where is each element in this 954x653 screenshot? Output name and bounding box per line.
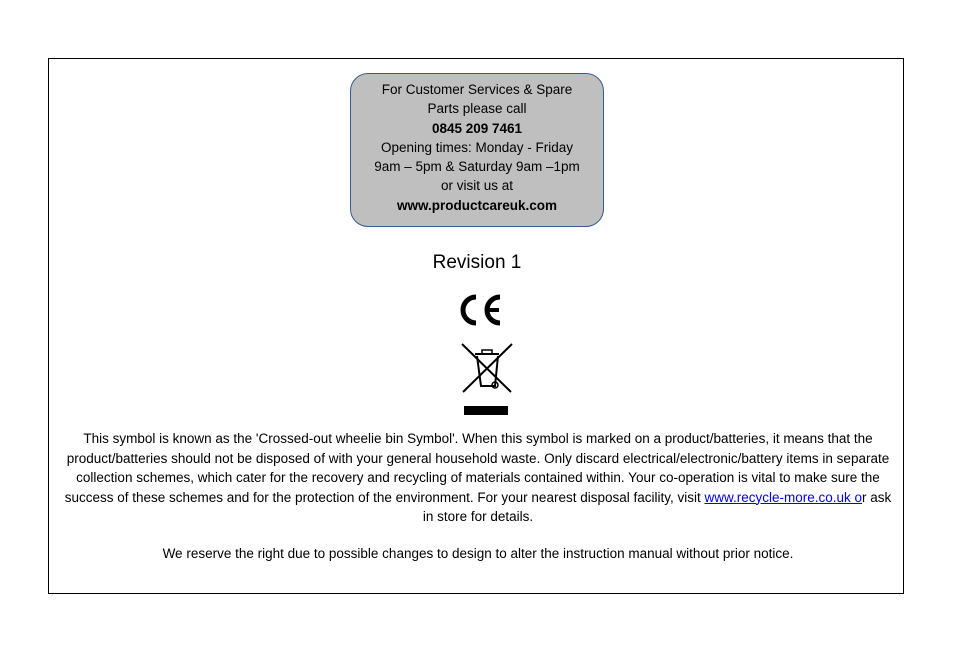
contact-line-5: or visit us at bbox=[440, 178, 514, 194]
revision-label: Revision 1 bbox=[432, 252, 522, 273]
reserve-notice: We reserve the right due to possible changes to design to alter the instruction manual without prior notice. bbox=[162, 546, 794, 561]
contact-line-4: 9am – 5pm & Saturday 9am –1pm bbox=[374, 159, 580, 175]
notice-text-end: r ask in store for details. bbox=[422, 489, 892, 524]
customer-service-box bbox=[350, 73, 604, 227]
contact-line-2: Parts please call bbox=[427, 101, 527, 117]
contact-line-1: For Customer Services & Spare bbox=[381, 82, 573, 97]
weee-notice-paragraph bbox=[58, 429, 898, 527]
recycle-more-link[interactable]: www.recycle-more.co.uk o bbox=[704, 489, 863, 505]
contact-phone: 0845 209 7461 bbox=[431, 120, 523, 136]
notice-text: This symbol is known as the 'Crossed-out wheelie bin Symbol'. When this symbol is marked on a product/batteries, it means that the product/batteries should not be disposed of with your general household waste. Only discard electrical/electronic/battery items in separate collection schemes, which cater for the recovery and recycling of materials contained within. Your co-operation is vital to make sure the success of these schemes and for the protection of the environment. For your nearest disposal facility, visit bbox=[64, 431, 890, 505]
crossed-out-wheelie-bin-icon bbox=[460, 340, 514, 416]
contact-website: www.productcareuk.com bbox=[396, 197, 558, 213]
contact-line-3: Opening times: Monday - Friday bbox=[380, 139, 574, 155]
ce-mark-icon bbox=[458, 293, 504, 327]
